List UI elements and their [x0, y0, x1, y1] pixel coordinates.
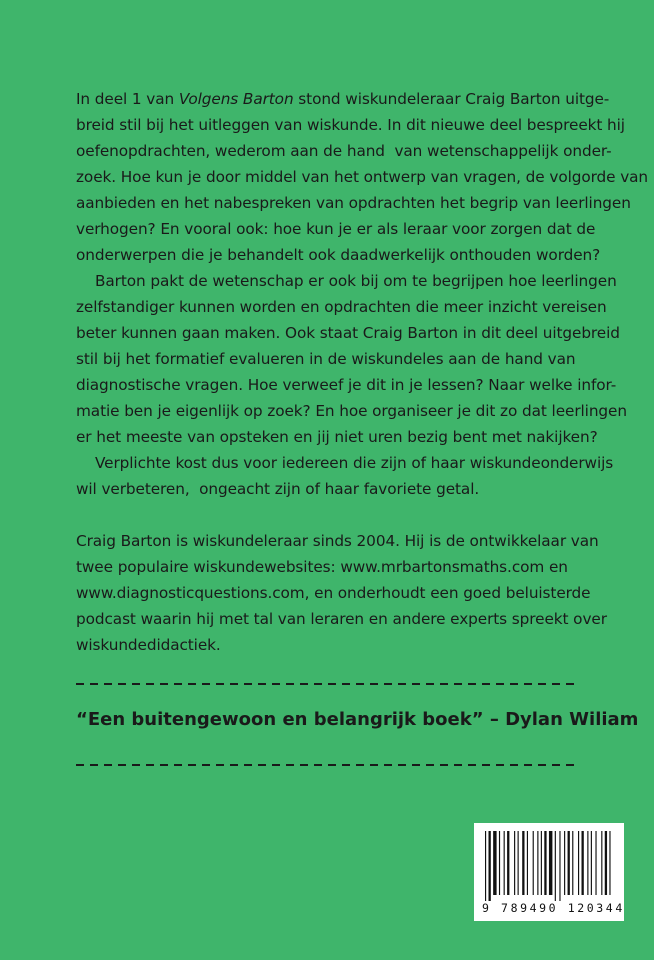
back-cover-blurb: [76, 86, 649, 658]
barcode-bar: [522, 831, 524, 895]
blurb-line: onderwerpen die je behandelt ook daadwerkelijk onthouden worden?: [76, 246, 601, 264]
barcode-bar: [591, 831, 592, 895]
blurb-line: matie ben je eigenlijk op zoek? En hoe organiseer je dit zo dat leerlingen: [76, 402, 627, 420]
barcode-bar: [609, 831, 610, 895]
author-bio-line: www.diagnosticquestions.com, en onderhoudt een goed beluisterde: [76, 584, 591, 602]
blurb-text: stond wiskundeleraar Craig Barton uitge-: [293, 90, 610, 108]
blurb-line: breid stil bij het uitleggen van wiskunde. In dit nieuwe deel bespreekt hij: [76, 116, 625, 134]
barcode-bar: [504, 831, 505, 895]
barcode-bar: [527, 831, 528, 895]
blurb-line: Verplichte kost dus voor iedereen die zijn of haar wiskundeonderwijs: [95, 454, 614, 472]
blurb-line: aanbieden en het nabespreken van opdrachten het begrip van leerlingen: [76, 194, 631, 212]
barcode-bar: [514, 831, 515, 895]
author-bio-line: twee populaire wiskundewebsites: www.mrbartonsmaths.com en: [76, 558, 568, 576]
barcode-bar: [485, 831, 486, 901]
barcode-bar: [605, 831, 607, 895]
barcode-bar: [578, 831, 579, 895]
paragraph-gap: [76, 502, 592, 528]
barcode-bar: [544, 831, 546, 895]
blurb-line: er het meeste van opsteken en jij niet uren bezig bent met nakijken?: [76, 428, 598, 446]
book-title-italic: Volgens Barton: [178, 90, 294, 108]
author-bio-line: podcast waarin hij met tal van leraren en andere experts spreekt over: [76, 610, 607, 628]
blurb-line: stil bij het formatief evalueren in de wiskundeles aan de hand van: [76, 350, 576, 368]
isbn-barcode: [474, 823, 624, 921]
blurb-line: oefenopdrachten, wederom aan de hand van wetenschappelijk onder-: [76, 142, 612, 160]
barcode-bar: [555, 831, 556, 901]
blurb-line: verhogen? En vooral ook: hoe kun je er als leraar voor zorgen dat de: [76, 220, 596, 238]
barcode-bar: [549, 831, 552, 895]
endorsement-quote: “Een buitengewoon en belangrijk boek” – Dylan Wiliam: [76, 709, 639, 730]
author-bio-line: Craig Barton is wiskundeleraar sinds 2004. Hij is de ontwikkelaar van: [76, 532, 599, 550]
barcode-bar: [533, 831, 534, 895]
author-bio-line: wiskundedidactiek.: [76, 636, 221, 654]
barcode-bar: [518, 831, 519, 895]
barcode-bar: [564, 831, 565, 895]
barcode-bar: [507, 831, 509, 895]
blurb-line: wil verbeteren, ongeacht zijn of haar favoriete getal.: [76, 480, 480, 498]
barcode-bar: [537, 831, 538, 895]
blurb-line: beter kunnen gaan maken. Ook staat Craig Barton in dit deel uitgebreid: [76, 324, 620, 342]
blurb-line: diagnostische vragen. Hoe verweef je dit in je lessen? Naar welke infor-: [76, 376, 617, 394]
barcode-bar: [572, 831, 573, 895]
barcode-bar: [499, 831, 500, 895]
isbn-number: 9 789490 120344: [482, 901, 625, 915]
dashed-divider-bottom: [76, 764, 574, 766]
barcode-bar: [587, 831, 588, 895]
barcode-bar: [493, 831, 496, 895]
blurb-line: zoek. Hoe kun je door middel van het ontwerp van vragen, de volgorde van: [76, 168, 649, 186]
barcode-bar: [489, 831, 491, 901]
blurb-line: zelfstandiger kunnen worden en opdrachten die meer inzicht vereisen: [76, 298, 607, 316]
blurb-line: Barton pakt de wetenschap er ook bij om te begrijpen hoe leerlingen: [95, 272, 617, 290]
dashed-divider-top: [76, 683, 574, 685]
barcode-bar: [595, 831, 596, 895]
barcode-bar: [582, 831, 584, 895]
barcode-bar: [559, 831, 560, 901]
barcode-bar: [601, 831, 602, 895]
barcode-bar: [541, 831, 542, 895]
blurb-text: In deel 1 van: [76, 90, 179, 108]
blurb-line: [76, 86, 610, 112]
barcode-bar: [568, 831, 570, 895]
